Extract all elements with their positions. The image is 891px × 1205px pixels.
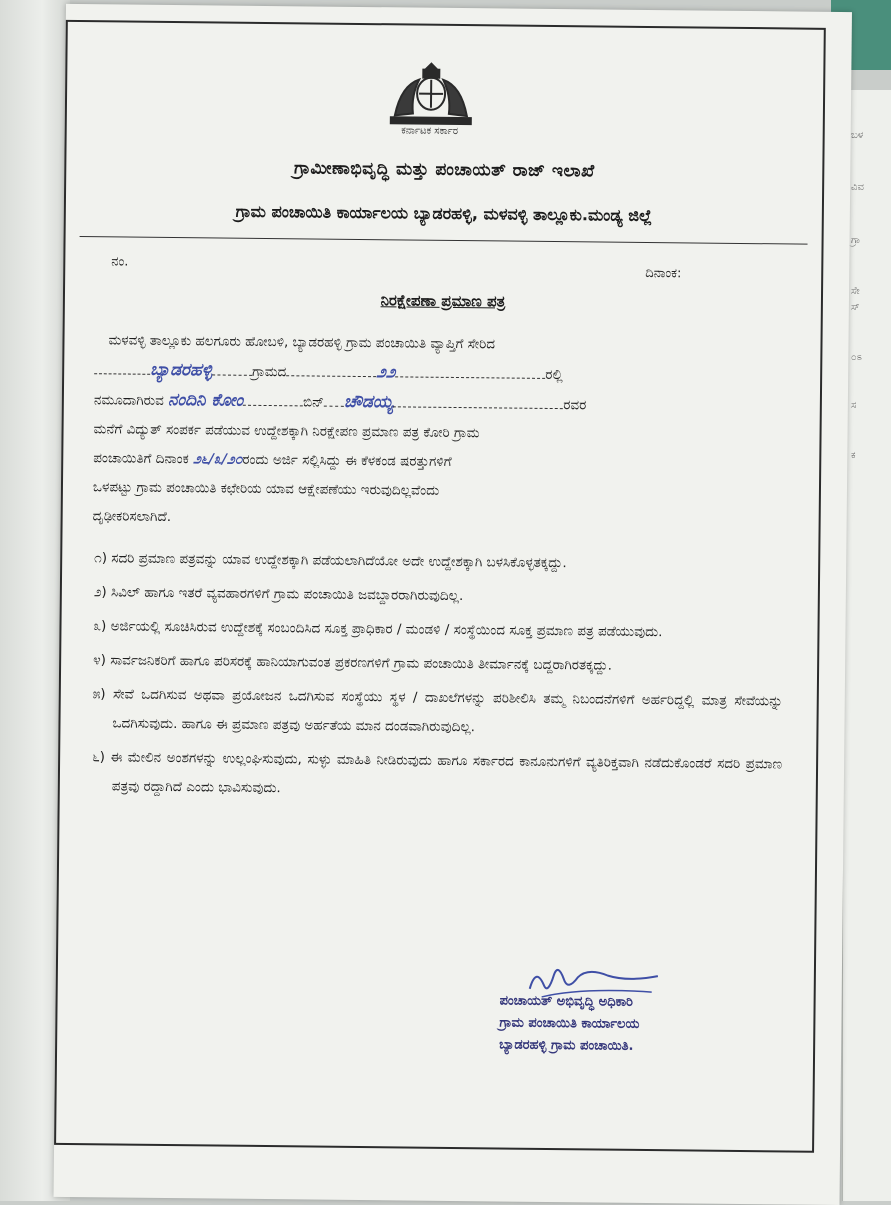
fill-blank xyxy=(393,392,563,409)
conditions-list xyxy=(92,544,785,813)
handwritten-house-number: ೨೨ xyxy=(376,362,396,383)
fill-blank xyxy=(212,360,252,375)
karnataka-emblem-icon xyxy=(383,57,480,130)
date-label: ದಿನಾಂಕ: xyxy=(645,265,682,282)
handwritten-date: ೨೬/೩/೨೦ xyxy=(192,451,243,468)
date-prefix: ಪಂಚಾಯಿತಿಗೆ ದಿನಾಂಕ xyxy=(93,450,189,468)
condition-item: ೪) ಸಾರ್ವಜನಿಕರಿಗೆ ಹಾಗೂ ಪರಿಸರಕ್ಕೆ ಹಾನಿಯಾಗುವಂತ ಪ್ರಕರಣಗಳಿಗೆ ಗ್ರಾಮ ಪಂಚಾಯಿತಿ ತೀರ್ಮಾನಕ್ಕೆ ಬದ್ದರಾಗಿರತಕ್ಕದ್ದು. xyxy=(93,652,613,674)
fill-blank xyxy=(395,362,545,379)
fill-blank xyxy=(286,361,376,377)
body-line: ದೃಢೀಕರಿಸಲಾಗಿದೆ. xyxy=(92,508,172,526)
condition-item: ೨) ಸಿವಿಲ್ ಹಾಗೂ ಇತರೆ ವ್ಯವಹಾರಗಳಿಗೆ ಗ್ರಾಮ ಪಂಚಾಯಿತಿ ಜವಬ್ದಾರರಾಗಿರುವುದಿಲ್ಲ. xyxy=(93,584,464,605)
condition-item: ೩) ಅರ್ಜಿಯಲ್ಲಿ ಸೂಚಿಸಿರುವ ಉದ್ದೇಶಕ್ಕೆ ಸಂಬಂದಿಸಿದ ಸೂಕ್ತ ಪ್ರಾಧಿಕಾರ / ಮಂಡಳಿ / ಸಂಸ್ಥೆಯಿಂದ ಸೂಕ್ತ ಪ್ರಮಾಣ ಪತ್ರ ಪಡೆಯುವುದು. xyxy=(93,618,663,641)
adjacent-page-fragment: ಗ್ರಾ xyxy=(851,235,861,246)
son-of-label: ಬಿನ್ xyxy=(302,394,325,411)
reference-number-label: ನಂ. xyxy=(111,254,129,270)
government-label: ಕರ್ನಾಟಕ ಸರ್ಕಾರ xyxy=(401,125,459,137)
adjacent-page-fragment: ಕ xyxy=(851,450,856,461)
village-suffix: ಗ್ರಾಮದ xyxy=(252,363,287,381)
adjacent-page-fragment: ೦ಽ xyxy=(851,352,862,363)
resident-prefix: ನಮೂದಾಗಿರುವ xyxy=(93,392,164,409)
official-stamp xyxy=(499,990,780,1059)
body-line: ಮಳವಳ್ಳಿ ತಾಲ್ಲೂಕು ಹಲಗೂರು ಹೋಬಳಿ, ಬ್ಯಾಡರಹಳ್ಳಿ ಗ್ರಾಮ ಪಂಚಾಯಿತಿ ವ್ಯಾಪ್ತಿಗೆ ಸೇರಿದ xyxy=(108,332,496,353)
adjacent-page-fragment: ಬಳ xyxy=(851,130,864,141)
place-suffix: ರಲ್ಲಿ xyxy=(545,366,563,384)
stamp-line: ಬ್ಯಾಡರಹಳ್ಳಿ ಗ್ರಾಮ ಪಂಚಾಯಿತಿ. xyxy=(499,1037,634,1054)
adjacent-page-fragment: ಸ xyxy=(851,400,857,411)
name-suffix: ರವರ xyxy=(563,397,587,414)
handwritten-name: ನಂದಿನಿ ಕೋಂ xyxy=(168,389,244,411)
fill-blank xyxy=(324,392,344,407)
adjacent-page-fragment: ವಿವ xyxy=(851,182,864,193)
condition-item: ೬) ಈ ಮೇಲಿನ ಅಂಶಗಳನ್ನು ಉಲ್ಲಂಘಿಸುವುದು, ಸುಳ್ಳು ಮಾಹಿತಿ ನೀಡಿರುವುದು ಹಾಗೂ ಸರ್ಕಾರದ ಕಾನೂನುಗಳಿಗೆ ವ್ಯತಿರಿಕ್ತವಾಗಿ ನಡೆದುಕೊಂಡರೆ ಸದರಿ ಪ್ರಮಾಣ ಪತ್ರವು ರದ್ದಾಗಿದೆ ಎಂದು ಭಾವಿಸುವುದು. xyxy=(92,749,783,797)
fill-blank xyxy=(243,391,303,407)
condition-item: ೫) ಸೇವೆ ಒದಗಿಸುವ ಅಥವಾ ಪ್ರಯೋಜನ ಒದಗಿಸುವ ಸಂಸ್ಥೆಯು ಸ್ಥಳ / ದಾಖಲೆಗಳನ್ನು ಪರಿಶೀಲಿಸಿ ತಮ್ಮ ನಿಬಂದನೆಗಳಿಗೆ ಅರ್ಹರಿದ್ದಲ್ಲಿ ಮಾತ್ರ ಸೇವೆಯನ್ನು ಒದಗಿಸುವುದು. ಹಾಗೂ ಈ ಪ್ರಮಾಣ ಪತ್ರವು ಅರ್ಹತೆಯ ಮಾನ ದಂಡವಾಗಿರುವುದಿಲ್ಲ. xyxy=(92,686,783,736)
department-title: ಗ್ರಾಮೀಣಾಭಿವೃದ್ಧಿ ಮತ್ತು ಪಂಚಾಯತ್ ರಾಜ್ ಇಲಾಖೆ xyxy=(293,158,595,182)
certificate-page xyxy=(54,4,852,1205)
certificate-body xyxy=(93,326,785,538)
office-title: ಗ್ರಾಮ ಪಂಚಾಯಿತಿ ಕಾರ್ಯಾಲಯ ಬ್ಯಾಡರಹಳ್ಳಿ, ಮಳವಳ್ಳಿ ತಾಲ್ಲೂಕು.ಮಂಡ್ಯ ಜಿಲ್ಲೆ xyxy=(235,201,653,226)
handwritten-village: ಬ್ಯಾಡರಹಳ್ಳಿ xyxy=(150,359,213,381)
body-line: ಮನೆಗೆ ವಿದ್ಯುತ್ ಸಂಪರ್ಕ ಪಡೆಯುವ ಉದ್ದೇಶಕ್ಕಾಗಿ ನಿರಕ್ಷೇಪಣ ಪ್ರಮಾಣ ಪತ್ರ ಕೋರಿ ಗ್ರಾಮ xyxy=(93,421,480,442)
stamp-line: ಪಂಚಾಯತ್ ಅಭಿವೃದ್ಧಿ ಅಧಿಕಾರಿ xyxy=(499,993,634,1010)
certificate-title: ನಿರಕ್ಷೇಪಣಾ ಪ್ರಮಾಣ ಪತ್ರ xyxy=(380,291,506,311)
adjacent-page-fragment: ಸ್ xyxy=(851,302,860,313)
condition-item: ೧) ಸದರಿ ಪ್ರಮಾಣ ಪತ್ರವನ್ನು ಯಾವ ಉದ್ದೇಶಕ್ಕಾಗಿ ಪಡೆಯಲಾಗಿದೆಯೋ ಅದೇ ಉದ್ದೇಶಕ್ಕಾಗಿ ಬಳಸಿಕೊಳ್ಳತಕ್ಕದ್ದು. xyxy=(94,550,567,572)
fill-blank xyxy=(94,359,150,375)
stamp-line: ಗ್ರಾಮ ಪಂಚಾಯಿತಿ ಕಾರ್ಯಾಲಯ xyxy=(499,1015,640,1032)
date-suffix: ರಂದು ಅರ್ಜಿ ಸಲ್ಲಿಸಿದ್ದು ಈ ಕೆಳಕಂಡ ಷರತ್ತುಗಳಿಗೆ xyxy=(242,451,452,470)
adjacent-page-fragment: ಸೇ xyxy=(851,286,860,297)
body-line: ಒಳಪಟ್ಟು ಗ್ರಾಮ ಪಂಚಾಯಿತಿ ಕಛೇರಿಯ ಯಾವ ಆಕ್ಷೇಪಣೆಯು ಇರುವುದಿಲ್ಲವೆಂದು xyxy=(92,479,440,499)
handwritten-father-name: ಚೌಡಯ್ಯ xyxy=(343,391,394,413)
